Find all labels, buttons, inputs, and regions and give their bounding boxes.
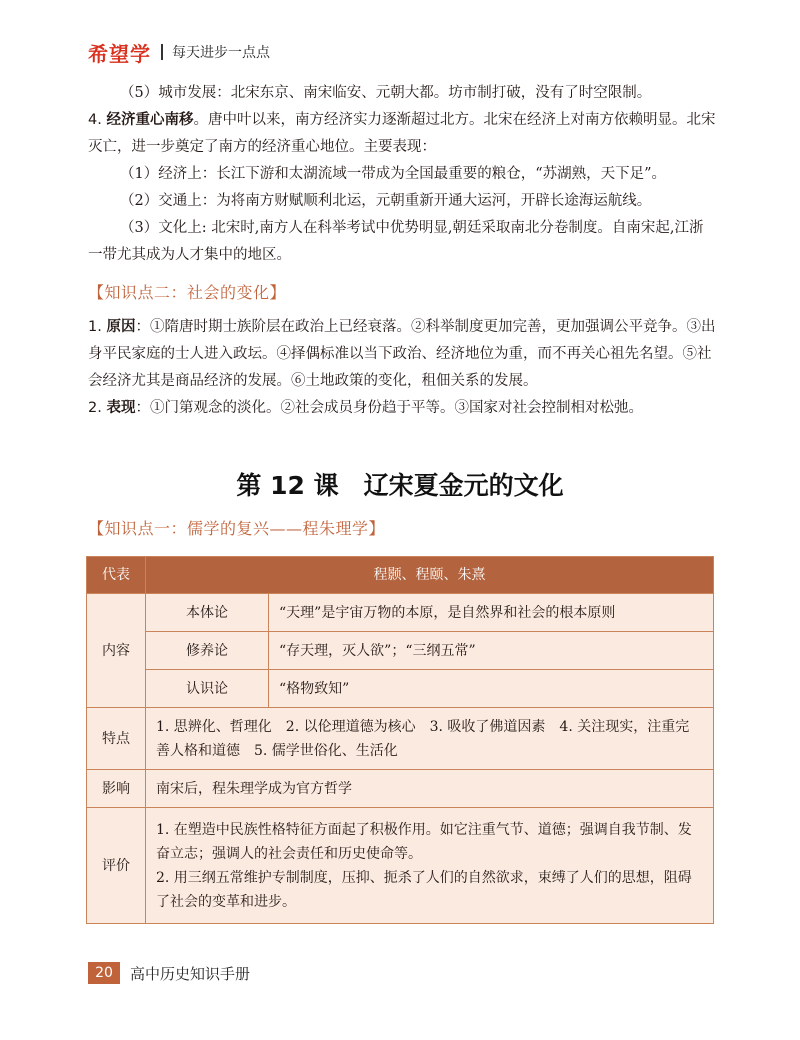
table-cell-value: 程颢、程颐、朱熹 [146, 557, 714, 594]
page-number: 20 [88, 962, 120, 984]
knowledge-point-heading: 【知识点二：社会的变化】 [88, 283, 287, 302]
table-cell-label: 评价 [87, 808, 146, 924]
culture-sub-item [88, 215, 716, 269]
table-cell-label: 影响 [87, 770, 146, 808]
neo-confucianism-table [86, 556, 714, 924]
item-number: 2. [88, 400, 102, 416]
table-row [87, 770, 714, 808]
table-row [87, 708, 714, 770]
table-cell-value: “存天理，灭人欲”；“三纲五常” [269, 632, 714, 670]
table-cell-subtitle: 认识论 [146, 670, 269, 708]
cause-paragraph [88, 314, 716, 395]
brand-logo: 希望学 [88, 41, 151, 66]
item-text: 。唐中叶以来，南方经济实力逐渐超过北方。北宋在经济上对南方依赖明显。北宋灭亡，进一步奠定了南方的经济重心地位。主要表现： [88, 112, 716, 155]
evaluation-point: 2. 用三纲五常维护专制制度，压抑、扼杀了人们的自然欲求，束缚了人们的思想，阻碍了社会的变革和进步。 [156, 869, 692, 910]
item-title: 经济重心南移 [106, 112, 194, 128]
table-row [87, 594, 714, 632]
table-row [87, 670, 714, 708]
item-text: ：①门第观念的淡化。②社会成员身份趋于平等。③国家对社会控制相对松弛。 [135, 400, 643, 416]
transport-sub-item: （2）交通上：为将南方财赋顺利北运，元朝重新开通大运河，开辟长途海运航线。 [120, 193, 652, 209]
table-cell-label: 内容 [87, 594, 146, 708]
table-row [87, 557, 714, 594]
item-number: 4. [88, 112, 102, 128]
economy-sub-item: （1）经济上：长江下游和太湖流域一带成为全国最重要的粮仓，“苏湖熟，天下足”。 [120, 166, 667, 182]
table-cell-subtitle: 本体论 [146, 594, 269, 632]
item-text: ：①隋唐时期士族阶层在政治上已经衰落。②科举制度更加完善，更加强调公平竞争。③出身平民家庭的士人进入政坛。④择偶标准以当下政治、经济地位为重，而不再关心祖先名望。⑤社会经济尤其是商品经济的发展。⑥土地政策的变化，租佃关系的发展。 [88, 319, 716, 389]
table-cell-value: “格物致知” [269, 670, 714, 708]
header-divider [161, 44, 163, 60]
performance-paragraph [88, 395, 716, 422]
evaluation-point: 1. 在塑造中民族性格特征方面起了积极作用。如它注重气节、道德；强调自我节制、发奋立志；强调人的社会责任和历史使命等。 [156, 821, 692, 862]
header-slogan: 每天进步一点点 [172, 45, 270, 61]
table-cell-value: 1. 思辨化、哲理化 2. 以伦理道德为核心 3. 吸收了佛道因素 4. 关注现实，注重完善人格和道德 5. 儒学世俗化、生活化 [146, 708, 714, 770]
table-cell-subtitle: 修养论 [146, 632, 269, 670]
table-cell-label: 特点 [87, 708, 146, 770]
table-row [87, 632, 714, 670]
knowledge-point-heading: 【知识点一：儒学的复兴——程朱理学】 [88, 519, 386, 538]
culture-sub-item-text: （3）文化上: 北宋时,南方人在科举考试中优势明显,朝廷采取南北分卷制度。自南宋起,江浙一带尤其成为人才集中的地区。 [88, 220, 704, 263]
lesson-title: 第 12 课 辽宋夏金元的文化 [236, 471, 564, 500]
page-header [88, 38, 270, 66]
table-cell-value: “天理”是宇宙万物的本原，是自然界和社会的根本原则 [269, 594, 714, 632]
book-title: 高中历史知识手册 [130, 964, 251, 983]
main-content [88, 80, 716, 422]
item-title: 原因 [106, 319, 136, 335]
table-cell-value [146, 808, 714, 924]
city-development-item: （5）城市发展：北宋东京、南宋临安、元朝大都。坊市制打破，没有了时空限制。 [120, 85, 652, 101]
table-cell-label: 代表 [87, 557, 146, 594]
item-number: 1. [88, 319, 102, 335]
table-row [87, 808, 714, 924]
table-cell-value: 南宋后，程朱理学成为官方哲学 [146, 770, 714, 808]
page-footer [88, 961, 250, 985]
economic-center-paragraph [88, 107, 716, 161]
item-title: 表现 [106, 400, 136, 416]
